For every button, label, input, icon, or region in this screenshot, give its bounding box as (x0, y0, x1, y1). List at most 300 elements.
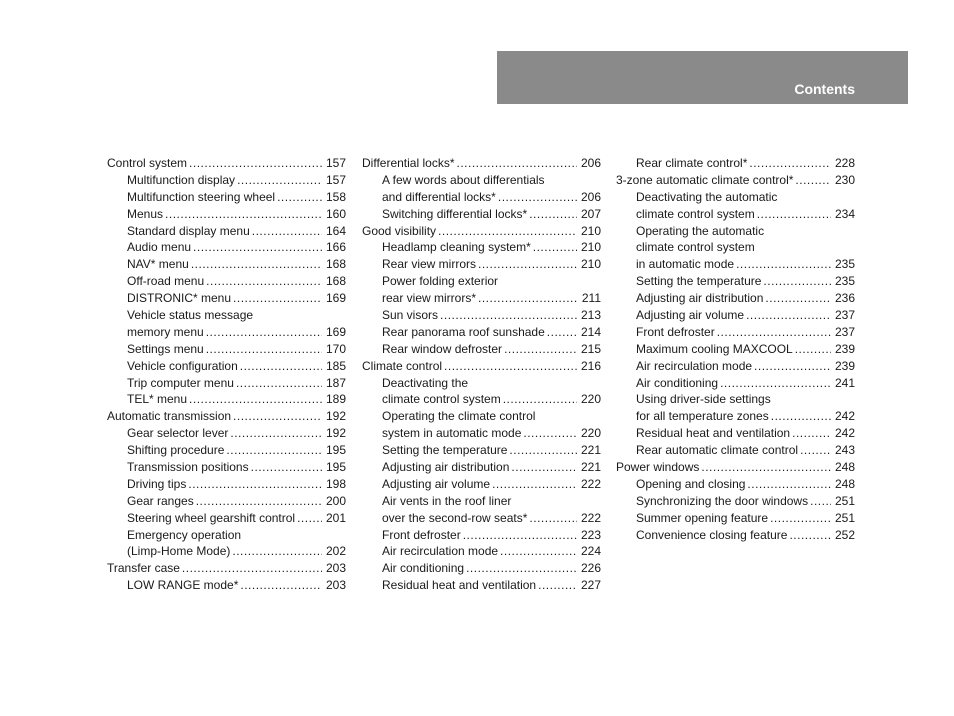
toc-column-3 (616, 155, 855, 543)
toc-page-number: 222 (580, 476, 601, 491)
toc-leader-dots (523, 425, 577, 442)
toc-leader-dots (810, 493, 831, 510)
toc-page-number: 157 (325, 156, 346, 170)
toc-subentry[interactable] (362, 273, 601, 290)
toc-leader-dots (766, 223, 831, 240)
toc-page-number: 248 (834, 460, 855, 475)
toc-leader-dots (773, 391, 831, 408)
toc-subentry[interactable] (107, 527, 346, 544)
toc-leader-dots (470, 375, 577, 392)
toc-entry-title: Steering wheel gearshift control (127, 510, 296, 525)
toc-page-number: 241 (834, 375, 855, 390)
toc-page-number: 243 (834, 443, 855, 458)
toc-entry-title: over the second-row seats* (382, 510, 528, 525)
toc-leader-dots (182, 560, 322, 577)
toc-page-number: 169 (325, 291, 346, 306)
toc-leader-dots (529, 510, 577, 527)
toc-page-number: 192 (325, 426, 346, 441)
toc-leader-dots (795, 172, 831, 189)
toc-leader-dots (456, 155, 577, 172)
toc-page-number: 210 (580, 240, 601, 255)
toc-leader-dots (547, 172, 577, 189)
toc-leader-dots (500, 273, 577, 290)
toc-entry-title: Sun visors (382, 308, 439, 323)
toc-leader-dots (511, 459, 577, 476)
toc-page-number (833, 223, 855, 240)
toc-leader-dots (206, 341, 322, 358)
toc-page-number: 215 (580, 341, 601, 356)
toc-leader-dots (795, 341, 831, 358)
toc-leader-dots (720, 375, 831, 392)
toc-subentry[interactable] (362, 408, 601, 425)
toc-subentry[interactable] (362, 341, 601, 358)
toc-page-number: 168 (325, 257, 346, 272)
toc-subentry[interactable] (362, 442, 601, 459)
toc-entry-title: Residual heat and ventilation (382, 578, 537, 593)
toc-leader-dots (533, 239, 577, 256)
toc-page-number: 239 (834, 341, 855, 356)
toc-leader-dots (800, 442, 831, 459)
toc-entry-title: rear view mirrors* (382, 291, 477, 306)
toc-column-2 (362, 155, 601, 594)
toc-entry-title: 3-zone automatic climate control* (616, 172, 794, 187)
toc-page-number: 220 (580, 426, 601, 441)
toc-leader-dots (466, 560, 577, 577)
toc-entry-title: climate control system (636, 240, 755, 255)
toc-entry-title: Setting the temperature (382, 443, 508, 458)
toc-entry[interactable] (616, 459, 855, 476)
toc-subentry[interactable] (616, 273, 855, 290)
toc-subentry[interactable] (362, 189, 601, 206)
toc-subentry[interactable] (107, 307, 346, 324)
toc-subentry[interactable] (616, 189, 855, 206)
toc-entry[interactable] (107, 560, 346, 577)
header-bar (497, 51, 908, 104)
toc-subentry[interactable] (362, 307, 601, 324)
toc-entry-title: Differential locks* (362, 156, 455, 170)
toc-entry-title: memory menu (127, 324, 204, 339)
toc-leader-dots (478, 290, 577, 307)
toc-leader-dots (240, 577, 322, 594)
toc-subentry[interactable] (616, 408, 855, 425)
toc-page-number: 169 (325, 324, 346, 339)
toc-leader-dots (440, 307, 577, 324)
toc-entry-title: Front defroster (382, 527, 461, 542)
toc-subentry[interactable] (107, 577, 346, 594)
toc-leader-dots (191, 256, 322, 273)
toc-page-number: 160 (325, 206, 346, 221)
toc-page-number (579, 408, 601, 425)
toc-leader-dots (749, 155, 831, 172)
toc-page-number: 201 (325, 510, 346, 525)
toc-page-number: 210 (580, 257, 601, 272)
toc-entry-title: Adjusting air volume (636, 308, 745, 323)
toc-entry-title: in automatic mode (636, 257, 735, 272)
toc-subentry[interactable] (616, 493, 855, 510)
toc-leader-dots (243, 527, 322, 544)
toc-page-number: 237 (834, 308, 855, 323)
toc-entry-title: Headlamp cleaning system* (382, 240, 531, 255)
toc-leader-dots (230, 425, 322, 442)
toc-entry-title: Off-road menu (127, 274, 205, 289)
toc-page-number: 168 (325, 274, 346, 289)
toc-entry-title: Vehicle status message (127, 308, 254, 323)
toc-page-number: 203 (325, 561, 346, 576)
toc-page-number: 251 (834, 493, 855, 508)
toc-leader-dots (754, 358, 831, 375)
toc-entry-title: Audio menu (127, 240, 192, 255)
toc-leader-dots (165, 206, 322, 223)
toc-leader-dots (189, 155, 322, 172)
toc-entry-title: Control system (107, 156, 188, 170)
toc-page-number: 198 (325, 476, 346, 491)
toc-subentry[interactable] (616, 476, 855, 493)
toc-subentry[interactable] (107, 223, 346, 240)
toc-entry-title: TEL* menu (127, 392, 188, 407)
toc-entry-title: Power folding exterior (382, 274, 499, 289)
toc-entry-title: Adjusting air distribution (382, 460, 510, 475)
toc-subentry[interactable] (107, 273, 346, 290)
toc-subentry[interactable] (107, 324, 346, 341)
toc-subentry[interactable] (362, 256, 601, 273)
toc-page-number: 206 (580, 189, 601, 204)
toc-leader-dots (538, 577, 577, 594)
toc-entry-title: Convenience closing feature (636, 527, 788, 542)
toc-leader-dots (746, 307, 831, 324)
toc-entry-title: Menus (127, 206, 164, 221)
toc-leader-dots (513, 493, 577, 510)
toc-entry-title: Synchronizing the door windows (636, 493, 809, 508)
toc-leader-dots (779, 189, 831, 206)
toc-leader-dots (547, 324, 577, 341)
toc-leader-dots (765, 290, 831, 307)
toc-page-number: 235 (834, 257, 855, 272)
toc-leader-dots (226, 442, 322, 459)
toc-entry[interactable] (362, 358, 601, 375)
toc-entry-title: Rear view mirrors (382, 257, 477, 272)
toc-subentry[interactable] (616, 510, 855, 527)
toc-page-number: 164 (325, 223, 346, 238)
toc-leader-dots (736, 256, 831, 273)
toc-entry[interactable] (362, 223, 601, 240)
toc-entry-title: Deactivating the (382, 375, 469, 390)
toc-leader-dots (193, 239, 322, 256)
toc-entry-title: Emergency operation (127, 527, 242, 542)
toc-page-number: 207 (580, 206, 601, 221)
toc-subentry[interactable] (362, 391, 601, 408)
toc-page-number: 185 (325, 358, 346, 373)
toc-page-number: 206 (580, 156, 601, 170)
toc-entry-title: Adjusting air volume (382, 476, 491, 491)
toc-entry-title: and differential locks* (382, 189, 496, 204)
toc-page-number: 242 (834, 426, 855, 441)
toc-subentry[interactable] (107, 290, 346, 307)
toc-entry-title: Residual heat and ventilation (636, 426, 791, 441)
toc-leader-dots (792, 425, 831, 442)
toc-subentry[interactable] (616, 375, 855, 392)
toc-page-number (579, 375, 601, 392)
toc-leader-dots (500, 543, 577, 560)
toc-entry-title: Opening and closing (636, 476, 746, 491)
toc-subentry[interactable] (107, 543, 346, 560)
toc-leader-dots (771, 408, 831, 425)
toc-page-number: 195 (325, 443, 346, 458)
toc-page-number: 242 (834, 409, 855, 424)
toc-subentry[interactable] (107, 256, 346, 273)
toc-subentry[interactable] (362, 543, 601, 560)
toc-page-number: 223 (580, 527, 601, 542)
toc-entry-title: Rear climate control* (636, 156, 748, 170)
toc-subentry[interactable] (616, 425, 855, 442)
toc-subentry[interactable] (362, 290, 601, 307)
toc-subentry[interactable] (616, 206, 855, 223)
toc-leader-dots (478, 256, 577, 273)
toc-entry-title: Multifunction steering wheel (127, 189, 276, 204)
toc-entry-title: Operating the climate control (382, 409, 536, 424)
toc-page-number (324, 527, 346, 544)
toc-subentry[interactable] (107, 510, 346, 527)
toc-entry-title: Settings menu (127, 341, 204, 356)
toc-entry-title: Front defroster (636, 324, 715, 339)
toc-page-number: 235 (834, 274, 855, 289)
toc-page-number: 224 (580, 544, 601, 559)
toc-subentry[interactable] (362, 206, 601, 223)
toc-page-number (833, 239, 855, 256)
toc-entry-title: Using driver-side settings (636, 392, 771, 407)
toc-subentry[interactable] (107, 341, 346, 358)
toc-entry-title: Transmission positions (127, 460, 249, 475)
toc-entry-title: climate control system (382, 392, 501, 407)
toc-entry-title: system in automatic mode (382, 426, 522, 441)
toc-subentry[interactable] (616, 155, 855, 172)
toc-page-number (833, 391, 855, 408)
toc-leader-dots (206, 273, 322, 290)
toc-leader-dots (717, 324, 831, 341)
toc-entry[interactable] (616, 172, 855, 189)
toc-page-number: 166 (325, 240, 346, 255)
toc-page-number: 213 (580, 308, 601, 323)
toc-page-number: 228 (834, 156, 855, 170)
toc-subentry[interactable] (362, 476, 601, 493)
toc-page-number (579, 273, 601, 290)
toc-page-number (579, 493, 601, 510)
toc-leader-dots (255, 307, 322, 324)
toc-leader-dots (251, 459, 322, 476)
toc-entry-title: A few words about differentials (382, 172, 545, 187)
toc-leader-dots (438, 223, 577, 240)
toc-entry-title: Rear panorama roof sunshade (382, 324, 545, 339)
toc-leader-dots (504, 341, 577, 358)
toc-subentry[interactable] (107, 189, 346, 206)
toc-entry-title: Maximum cooling MAXCOOL (636, 341, 793, 356)
toc-page-number: 239 (834, 358, 855, 373)
toc-page-number: 227 (580, 578, 601, 593)
toc-subentry[interactable] (362, 459, 601, 476)
toc-page-number: 222 (580, 510, 601, 525)
toc-subentry[interactable] (362, 560, 601, 577)
toc-entry-title: Transfer case (107, 561, 180, 576)
toc-leader-dots (236, 375, 322, 392)
toc-subentry[interactable] (616, 442, 855, 459)
toc-entry-title: Automatic transmission (107, 409, 232, 424)
toc-subentry[interactable] (107, 206, 346, 223)
toc-leader-dots (237, 172, 322, 189)
toc-page-number: 200 (325, 493, 346, 508)
toc-leader-dots (297, 510, 322, 527)
toc-leader-dots (277, 189, 322, 206)
toc-page-number: 158 (325, 189, 346, 204)
toc-entry-title: Standard display menu (127, 223, 250, 238)
toc-leader-dots (233, 290, 322, 307)
toc-page-number: 230 (834, 172, 855, 187)
toc-column-1 (107, 155, 346, 594)
toc-page-number (833, 189, 855, 206)
toc-subentry[interactable] (362, 425, 601, 442)
toc-leader-dots (747, 476, 831, 493)
toc-subentry[interactable] (107, 391, 346, 408)
toc-page-number (579, 172, 601, 189)
toc-subentry[interactable] (362, 510, 601, 527)
toc-entry-title: Vehicle configuration (127, 358, 238, 373)
toc-page-number: 237 (834, 324, 855, 339)
toc-page-number: 157 (325, 172, 346, 187)
toc-entry-title: DISTRONIC* menu (127, 291, 232, 306)
toc-entry-title: Deactivating the automatic (636, 189, 778, 204)
toc-entry-title: climate control system (636, 206, 755, 221)
toc-entry-title: Rear automatic climate control (636, 443, 799, 458)
toc-subentry[interactable] (107, 476, 346, 493)
toc-leader-dots (757, 239, 831, 256)
toc-page-number: 192 (325, 409, 346, 424)
toc-leader-dots (789, 527, 831, 544)
toc-leader-dots (503, 391, 577, 408)
toc-subentry[interactable] (616, 290, 855, 307)
toc-subentry[interactable] (362, 172, 601, 189)
toc-leader-dots (196, 493, 322, 510)
toc-page-number: 195 (325, 460, 346, 475)
toc-page-number: 210 (580, 223, 601, 238)
toc-leader-dots (189, 391, 322, 408)
toc-subentry[interactable] (362, 324, 601, 341)
toc-page-number: 221 (580, 443, 601, 458)
toc-entry-title: Adjusting air distribution (636, 291, 764, 306)
toc-entry-title: Rear window defroster (382, 341, 503, 356)
toc-page-number: 251 (834, 510, 855, 525)
toc-leader-dots (206, 324, 322, 341)
toc-entry-title: Power windows (616, 460, 700, 475)
toc-leader-dots (509, 442, 577, 459)
toc-entry-title: LOW RANGE mode* (127, 578, 239, 593)
toc-subentry[interactable] (616, 341, 855, 358)
toc-subentry[interactable] (107, 375, 346, 392)
toc-page-number: 248 (834, 476, 855, 491)
toc-leader-dots (701, 459, 831, 476)
toc-page-number: 203 (325, 578, 346, 593)
toc-page-number: 216 (580, 358, 601, 373)
toc-subentry[interactable] (107, 239, 346, 256)
toc-page-number (324, 307, 346, 324)
toc-leader-dots (498, 189, 577, 206)
toc-leader-dots (770, 510, 831, 527)
toc-entry-title: for all temperature zones (636, 409, 769, 424)
toc-entry-title: Setting the temperature (636, 274, 762, 289)
toc-page-number: 202 (325, 544, 346, 559)
toc-subentry[interactable] (362, 239, 601, 256)
toc-entry-title: Gear selector lever (127, 426, 229, 441)
toc-subentry[interactable] (616, 358, 855, 375)
toc-page-number: 187 (325, 375, 346, 390)
toc-subentry[interactable] (616, 391, 855, 408)
toc-entry[interactable] (362, 155, 601, 172)
toc-page-number: 221 (580, 460, 601, 475)
toc-leader-dots (492, 476, 577, 493)
toc-entry-title: Good visibility (362, 223, 437, 238)
toc-subentry[interactable] (107, 459, 346, 476)
toc-entry-title: Trip computer menu (127, 375, 234, 390)
toc-leader-dots (537, 408, 577, 425)
toc-page-number: 252 (834, 527, 855, 542)
toc-entry-title: Air conditioning (636, 375, 719, 390)
toc-entry-title: Multifunction display (127, 172, 236, 187)
toc-leader-dots (444, 358, 577, 375)
toc-subentry[interactable] (616, 239, 855, 256)
toc-subentry[interactable] (107, 358, 346, 375)
toc-leader-dots (232, 543, 322, 560)
toc-entry-title: Gear ranges (127, 493, 194, 508)
toc-subentry[interactable] (107, 493, 346, 510)
toc-leader-dots (252, 223, 322, 240)
toc-leader-dots (763, 273, 831, 290)
toc-entry-title: Air recirculation mode (636, 358, 753, 373)
toc-subentry[interactable] (616, 527, 855, 544)
toc-subentry[interactable] (107, 442, 346, 459)
toc-entry-title: Climate control (362, 358, 443, 373)
toc-leader-dots (240, 358, 322, 375)
toc-entry-title: Air recirculation mode (382, 544, 499, 559)
toc-leader-dots (463, 527, 577, 544)
toc-subentry[interactable] (616, 324, 855, 341)
toc-entry-title: Shifting procedure (127, 443, 225, 458)
toc-entry[interactable] (107, 408, 346, 425)
toc-entry-title: Air conditioning (382, 561, 465, 576)
toc-leader-dots (233, 408, 322, 425)
toc-page-number: 189 (325, 392, 346, 407)
toc-entry[interactable] (107, 155, 346, 172)
toc-subentry[interactable] (616, 223, 855, 240)
toc-page-number: 170 (325, 341, 346, 356)
toc-subentry[interactable] (107, 425, 346, 442)
toc-subentry[interactable] (362, 375, 601, 392)
toc-entry-title: Operating the automatic (636, 223, 765, 238)
toc-subentry[interactable] (107, 172, 346, 189)
toc-leader-dots (757, 206, 831, 223)
toc-subentry[interactable] (362, 493, 601, 510)
toc-entry-title: Driving tips (127, 476, 187, 491)
toc-page-number: 214 (580, 324, 601, 339)
toc-leader-dots (529, 206, 577, 223)
toc-page-number: 236 (834, 291, 855, 306)
toc-page-number: 211 (581, 291, 601, 306)
toc-entry-title: Air vents in the roof liner (382, 493, 512, 508)
toc-subentry[interactable] (362, 527, 601, 544)
toc-page-number: 226 (580, 561, 601, 576)
toc-entry-title: Summer opening feature (636, 510, 769, 525)
toc-subentry[interactable] (616, 256, 855, 273)
toc-subentry[interactable] (616, 307, 855, 324)
toc-entry-title: Switching differential locks* (382, 206, 528, 221)
toc-subentry[interactable] (362, 577, 601, 594)
toc-leader-dots (188, 476, 322, 493)
